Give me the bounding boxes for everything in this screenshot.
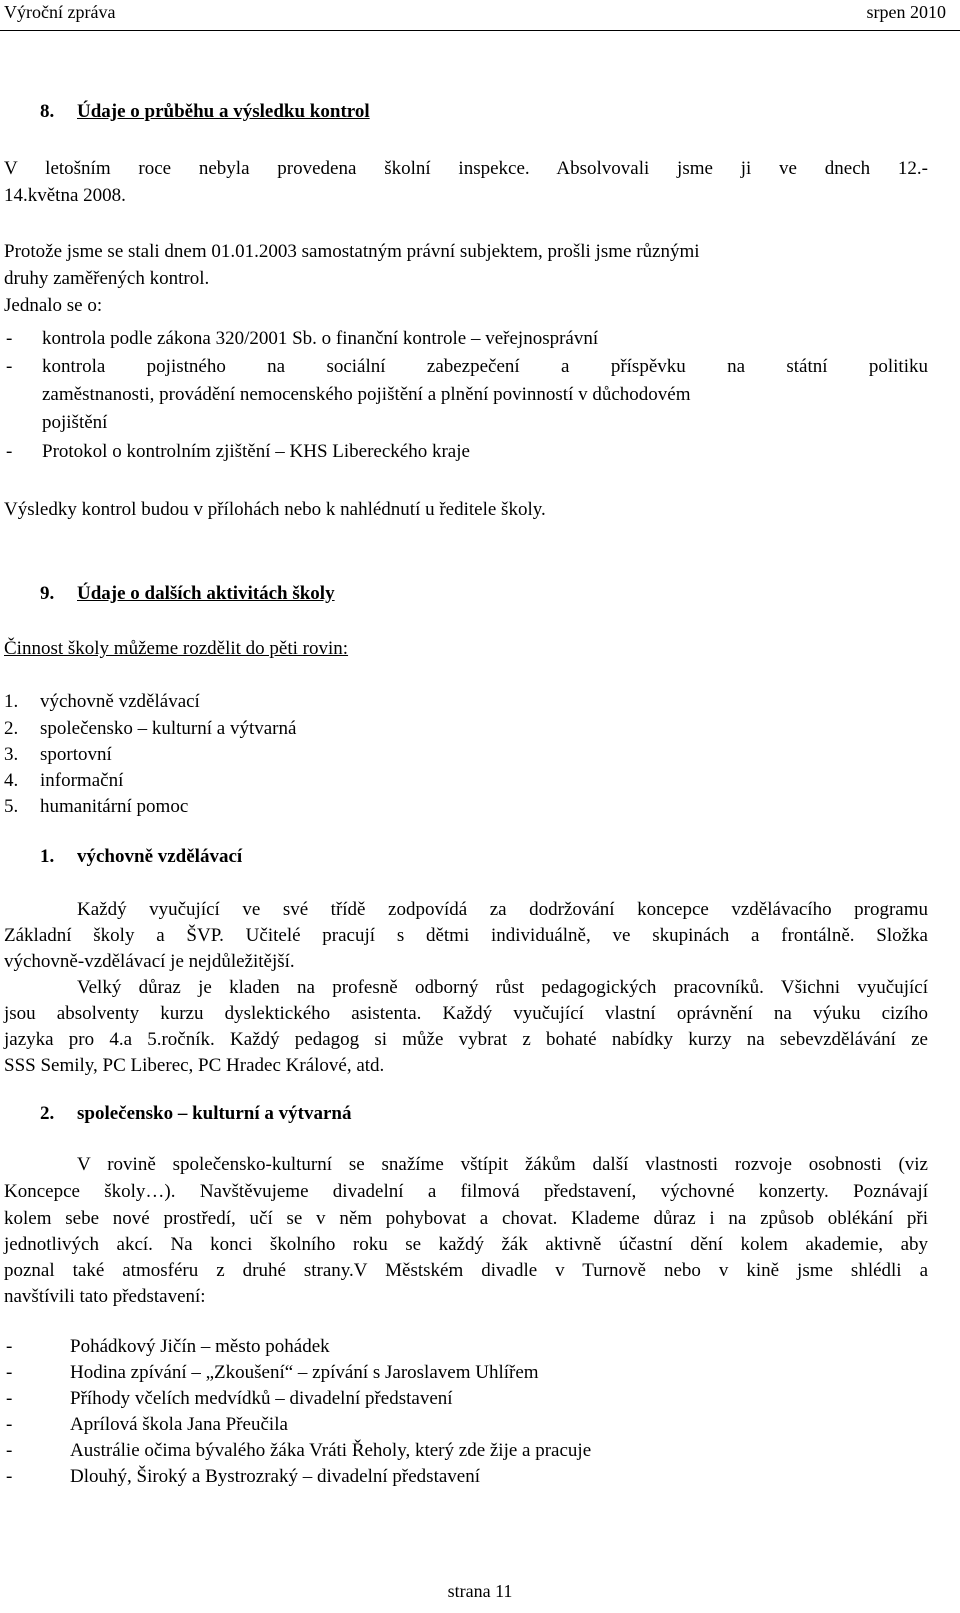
sub1-text-line: Každý vyučující ve své třídě zodpovídá za dodržování koncepce vzdělávacího programu bbox=[77, 899, 928, 920]
level-number: 1. bbox=[4, 691, 19, 712]
sub2-text-line: kolem sebe nové prostředí, učí se v něm pohybovat a chovat. Klademe důraz i na způsob oblékání při bbox=[4, 1208, 928, 1229]
sub2-text-line: Koncepce školy…). Navštěvujeme divadelní a filmová představení, výchovné konzerty. Poznávají bbox=[4, 1181, 928, 1202]
page-header bbox=[0, 0, 960, 31]
level-number: 3. bbox=[4, 744, 19, 765]
event-item: Příhody včelích medvídků – divadelní představení bbox=[70, 1388, 453, 1409]
sub1-text-line: Velký důraz je kladen na profesně odborný růst pedagogických pracovníků. Všichni vyučující bbox=[77, 977, 928, 998]
control-item-2-line2: zaměstnanosti, provádění nemocenského pojištění a plnění povinností v důchodovém bbox=[42, 384, 691, 405]
event-item: Austrálie očima bývalého žáka Vráti Řeholy, který zde žije a pracuje bbox=[70, 1440, 592, 1461]
section8-paragraph2-line3: Jednalo se o: bbox=[4, 295, 103, 316]
event-item: Hodina zpívání – „Zkoušení“ – zpívání s Jaroslavem Uhlířem bbox=[70, 1362, 539, 1383]
sub1-number: 1. bbox=[40, 846, 55, 867]
event-item: Aprílová škola Jana Přeučila bbox=[70, 1414, 288, 1435]
control-item-3: Protokol o kontrolním zjištění – KHS Libereckého kraje bbox=[42, 441, 470, 462]
control-item-1: kontrola podle zákona 320/2001 Sb. o finanční kontrole – veřejnosprávní bbox=[42, 328, 599, 349]
sub2-text-line: V rovině společensko-kulturní se snažíme vštípit žákům další vlastnosti rozvoje osobnosti (viz bbox=[77, 1154, 928, 1175]
sub2-title: společensko – kulturní a výtvarná bbox=[77, 1103, 352, 1124]
section8-paragraph2-line1: Protože jsme se stali dnem 01.01.2003 samostatným právní subjektem, prošli jsme různými bbox=[4, 241, 700, 262]
level-number: 4. bbox=[4, 770, 19, 791]
list-dash: - bbox=[6, 356, 13, 377]
list-dash: - bbox=[6, 1388, 13, 1409]
event-item: Dlouhý, Široký a Bystrozraký – divadelní představení bbox=[70, 1466, 481, 1487]
level-label: výchovně vzdělávací bbox=[40, 691, 200, 712]
sub2-text-line: poznal také atmosféru z druhé strany.V Městském divadle v Turnově nebo v kině jsme shlédli a bbox=[4, 1260, 928, 1281]
event-item: Pohádkový Jičín – město pohádek bbox=[70, 1336, 330, 1357]
sub1-text-line: Základní školy a ŠVP. Učitelé pracují s dětmi individuálně, ve skupinách a frontálně. Složka bbox=[4, 925, 928, 946]
level-label: společensko – kulturní a výtvarná bbox=[40, 718, 297, 739]
sub1-text-line: výchovně-vzdělávací je nejdůležitější. bbox=[4, 951, 295, 972]
section8-paragraph1-line2: 14.května 2008. bbox=[4, 185, 126, 206]
section8-paragraph2-line2: druhy zaměřených kontrol. bbox=[4, 268, 210, 289]
level-label: humanitární pomoc bbox=[40, 796, 189, 817]
section8-title: Údaje o průběhu a výsledku kontrol bbox=[77, 101, 370, 122]
list-dash: - bbox=[6, 1336, 13, 1357]
level-label: sportovní bbox=[40, 744, 112, 765]
list-dash: - bbox=[6, 1362, 13, 1383]
sub2-number: 2. bbox=[40, 1103, 55, 1124]
control-item-2-line1: kontrola pojistného na sociální zabezpečení a příspěvku na státní politiku bbox=[42, 356, 928, 377]
sub1-title: výchovně vzdělávací bbox=[77, 846, 243, 867]
sub1-text-line: SSS Semily, PC Liberec, PC Hradec Králové, atd. bbox=[4, 1055, 385, 1076]
sub2-text-line: jednotlivých akcí. Na konci školního roku se každý žák aktivně účastní dění kolem akademie, aby bbox=[4, 1234, 928, 1255]
section9-intro: Činnost školy můžeme rozdělit do pěti rovin: bbox=[4, 638, 349, 659]
control-item-2-line3: pojištění bbox=[42, 412, 108, 433]
list-dash: - bbox=[6, 1466, 13, 1487]
header-title: Výroční zpráva bbox=[4, 2, 116, 22]
section8-number: 8. bbox=[40, 101, 55, 122]
level-number: 2. bbox=[4, 718, 19, 739]
level-number: 5. bbox=[4, 796, 19, 817]
header-date: srpen 2010 bbox=[866, 2, 946, 22]
list-dash: - bbox=[6, 328, 13, 349]
section9-number: 9. bbox=[40, 583, 55, 604]
sub1-text-line: jsou absolventy kurzu dyslektického asistenta. Každý vyučující vlastní oprávnění na výuku cizího bbox=[4, 1003, 928, 1024]
list-dash: - bbox=[6, 1440, 13, 1461]
list-dash: - bbox=[6, 1414, 13, 1435]
sub1-text-line: jazyka pro 4.a 5.ročník. Každý pedagog si může vybrat z bohaté nabídky kurzy na sebevzdělávání ze bbox=[4, 1029, 928, 1050]
sub2-text-line: navštívili tato představení: bbox=[4, 1286, 206, 1307]
section8-closing: Výsledky kontrol budou v přílohách nebo k nahlédnutí u ředitele školy. bbox=[4, 499, 546, 520]
page-number: strana 11 bbox=[447, 1581, 513, 1601]
section8-paragraph1-line1: V letošním roce nebyla provedena školní inspekce. Absolvovali jsme ji ve dnech 12.- bbox=[4, 158, 928, 179]
list-dash: - bbox=[6, 441, 13, 462]
level-label: informační bbox=[40, 770, 124, 791]
section9-title: Údaje o dalších aktivitách školy bbox=[77, 583, 335, 604]
